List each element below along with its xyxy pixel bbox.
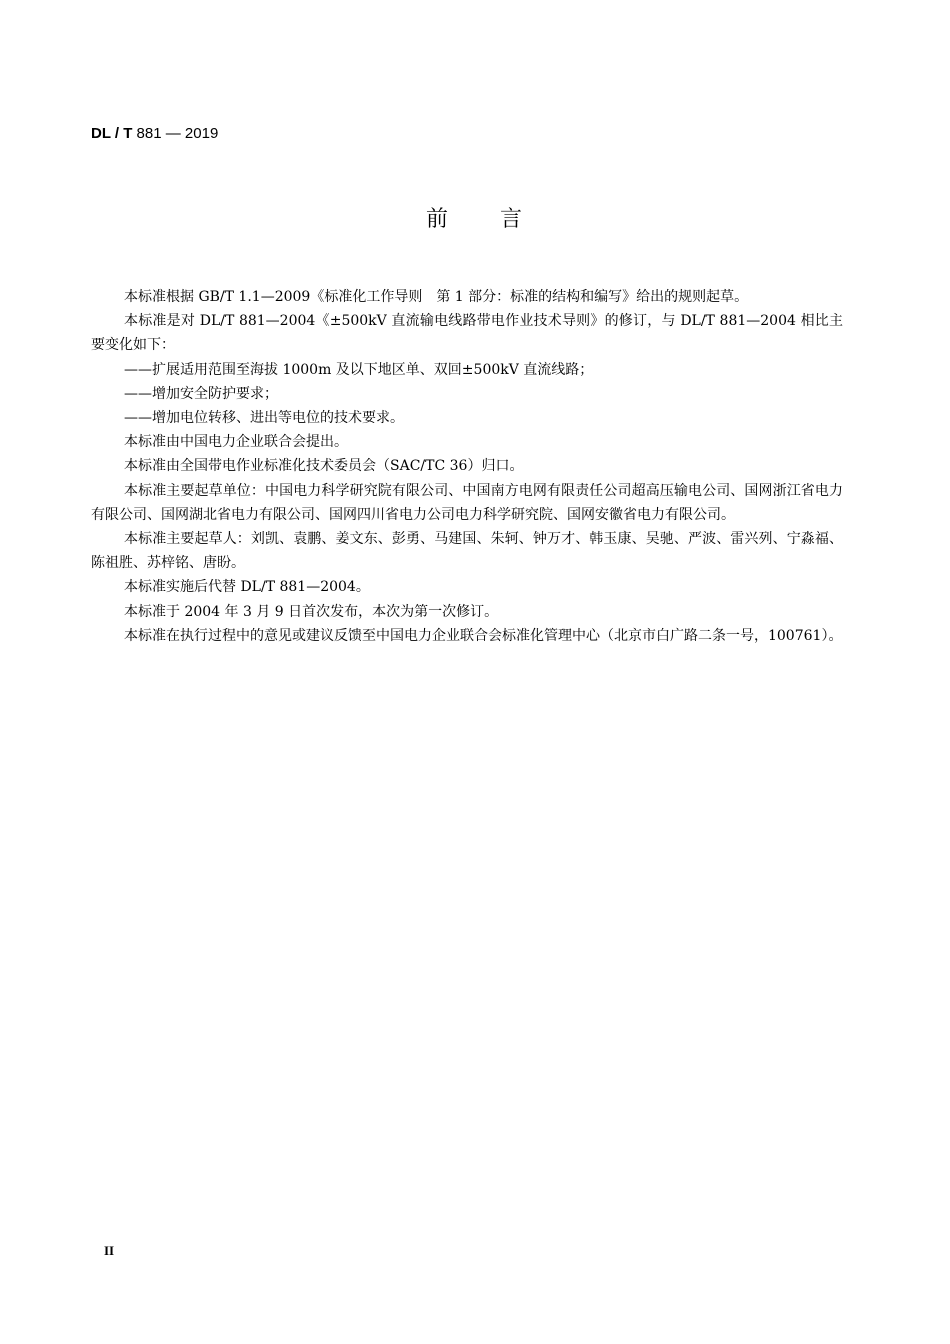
page-number: II	[104, 1243, 115, 1258]
paragraph-drafting-rule: 本标准根据 GB/T 1.1—2009《标准化工作导则 第 1 部分：标准的结构和编写》给出的规则起草。	[124, 289, 749, 305]
change-item-scope: ——扩展适用范围至海拔 1000m 及以下地区单、双回±500kV 直流线路；	[124, 361, 594, 378]
change-item-potential: ——增加电位转移、进出等电位的技术要求。	[124, 410, 404, 427]
paragraph-feedback: 本标准在执行过程中的意见或建议反馈至中国电力企业联合会标准化管理中心（北京市白广路二条一号，100761）。	[124, 627, 843, 644]
paragraph-publication-history: 本标准于 2004 年 3 月 9 日首次发布，本次为第一次修订。	[124, 603, 499, 620]
paragraph-replaces: 本标准实施后代替 DL/T 881—2004。	[124, 579, 370, 596]
change-item-safety: ——增加安全防护要求；	[124, 385, 278, 402]
standard-code-prefix: DL / T	[91, 125, 133, 142]
foreword-body	[91, 285, 843, 648]
page-title	[0, 203, 950, 237]
standard-code-number: 881 — 2019	[132, 125, 219, 142]
paragraph-revision-of: 本标准是对 DL/T 881—2004《±500kV 直流输电线路带电作业技术导则》的修订，与 DL/T 881—2004 相比主要变化如下：	[91, 313, 843, 354]
page-title-part2: 言	[500, 207, 525, 232]
paragraph-drafters: 本标准主要起草人：刘凯、袁鹏、姜文东、彭勇、马建国、朱轲、钟万才、韩玉康、吴驰、严波、雷兴列、宁淼福、陈祖胜、苏梓铭、唐盼。	[91, 531, 843, 572]
paragraph-proposed-by: 本标准由中国电力企业联合会提出。	[124, 434, 348, 451]
paragraph-centralized-by: 本标准由全国带电作业标准化技术委员会（SAC/TC 36）归口。	[124, 458, 524, 475]
standard-code-header	[91, 124, 218, 144]
paragraph-drafting-units: 本标准主要起草单位：中国电力科学研究院有限公司、中国南方电网有限责任公司超高压输电公司、国网浙江省电力有限公司、国网湖北省电力有限公司、国网四川省电力公司电力科学研究院、国网安徽省电力有限公司。	[91, 482, 843, 523]
page-title-part1: 前	[425, 207, 450, 232]
